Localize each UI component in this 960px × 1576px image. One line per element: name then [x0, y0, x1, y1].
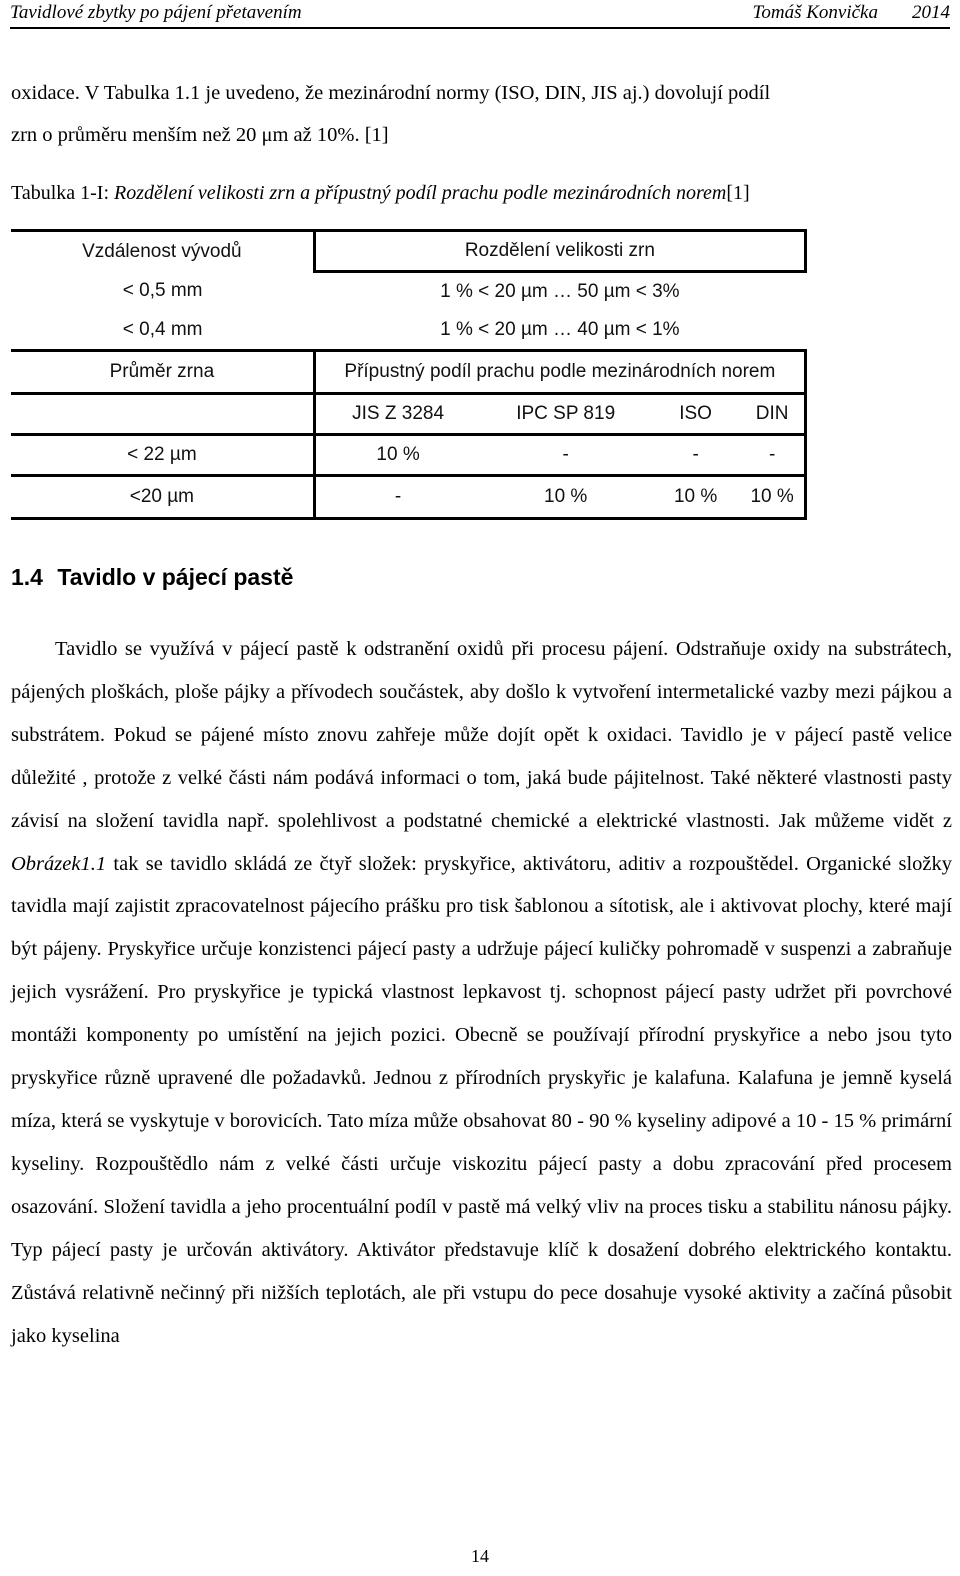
table-cell: < 0,5 mm: [122, 280, 203, 302]
body-text-part: tak se tavidlo skládá ze čtyř složek: pryskyřice, aktivátoru, aditiv a rozpouštědel. Organické složky tavidla mají zajistit zpracovatelnost pájecího prášku pro tisk šablonou a sítotisk, ale i aktivovat plochy, které mají být pájeny. Pryskyřice určuje konzistenci pájecí pasty a udržuje pájecí kuličky pohromadě v suspenzi a zabraňuje jejich vysrážení. Pro pryskyřice je typická vlastnost lepkavost tj. schopnost pájecí pasty udržet při povrchové montáži komponenty po umístění na jejich pozici. Obecně se používají přírodní pryskyřice a nebo jsou tyto pryskyřice různě upravené dle požadavků. Jednou z přírodních pryskyřic je kalafuna. Kalafuna je jemně kyselá míza, která se vyskytuje v borovicích. Tato míza může obsahovat 80 - 90 % kyseliny adipové a 10 - 15 % primární kyseliny. Rozpouštědlo nám z velké části určuje viskozitu pájecí pasty a dobu zpracování před procesem osazování. Složení tavidla a jeho procentuální podíl v pastě má velký vliv na proces tisku a stabilitu nánosu pájky. Typ pájecí pasty je určován aktivátory. Aktivátor představuje klíč k dosažení dobrého elektrického kontaktu. Zůstává relativně nečinný při nižších teplotách, ale při vstupu do pece dosahuje vysoké aktivity a začíná působit jako kyselina: [11, 852, 952, 1347]
body-paragraph: [11, 628, 952, 1357]
table-header-cell: Průměr zrna: [109, 361, 215, 382]
table-cell: -: [740, 435, 805, 476]
standard-header-cell: DIN: [740, 394, 805, 435]
standard-header-cell: ISO: [651, 394, 740, 435]
section-number: 1.4: [11, 564, 43, 590]
table-row: [11, 231, 806, 272]
year: 2014: [912, 2, 950, 23]
caption-label: Tabulka 1-I:: [11, 182, 115, 204]
standard-header-cell: IPC SP 819: [480, 394, 651, 435]
intro-paragraph: [11, 72, 952, 156]
table-cell: 10 %: [314, 435, 480, 476]
table-row: [11, 311, 806, 351]
table-row: [11, 351, 806, 394]
section-heading: [11, 560, 293, 594]
table-cell: 10 %: [740, 476, 805, 519]
table-row: [11, 272, 806, 312]
caption-text: Rozdělení velikosti zrn a přípustný podíl prachu podle mezinárodních norem: [114, 182, 727, 204]
table-row: [11, 435, 806, 476]
table-caption: [11, 178, 952, 208]
table-cell: 10 %: [651, 476, 740, 519]
table-cell: <20 µm: [11, 476, 314, 519]
section-title: Tavidlo v pájecí pastě: [57, 564, 294, 590]
table-cell: 10 %: [480, 476, 651, 519]
table-cell: [11, 394, 314, 435]
figure-reference: Obrázek1.1: [11, 852, 107, 875]
standard-header-cell: JIS Z 3284: [314, 394, 480, 435]
caption-ref: [1]: [726, 182, 750, 204]
table-cell: < 22 µm: [11, 435, 314, 476]
intro-line: oxidace. V Tabulka 1.1 je uvedeno, že mezinárodní normy (ISO, DIN, JIS aj.) dovolují podíl: [11, 82, 771, 104]
document-title: Tavidlové zbytky po pájení přetavením: [10, 2, 302, 23]
table-header-cell: Přípustný podíl prachu podle mezinárodních norem: [314, 351, 805, 394]
table-cell: -: [314, 476, 480, 519]
table-header-cell: Rozdělení velikosti zrn: [314, 231, 805, 272]
table-cell: -: [480, 435, 651, 476]
author-name: Tomáš Konvička: [752, 2, 878, 23]
table-row: [11, 394, 806, 435]
table-cell: -: [651, 435, 740, 476]
table-row: [11, 476, 806, 519]
intro-line: zrn o průměru menším než 20 μm až 10%. [1]: [11, 124, 389, 146]
table-header-cell: Vzdálenost vývodů: [11, 231, 314, 272]
body-text-part: Tavidlo se využívá v pájecí pastě k odstranění oxidů při procesu pájení. Odstraňuje oxidy na substrátech, pájených ploškách, ploše pájky a přívodech součástek, aby došlo k vytvoření intermetalické vazby mezi pájkou a substrátem. Pokud se pájené místo znovu zahřeje může dojít opět k oxidaci. Tavidlo je v pájecí pastě velice důležité , protože z velké části nám podává informaci o tom, jaká bude pájitelnost. Také některé vlastnosti pasty závisí na složení tavidla např. spolehlivost a podstatné chemické a elektrické vlastnosti. Jak můžeme vidět z: [11, 638, 952, 832]
page-number: 14: [471, 1546, 489, 1566]
running-header: [10, 0, 950, 29]
table-cell: < 0,4 mm: [11, 311, 314, 351]
grain-size-table: [11, 229, 807, 520]
table-cell: 1 % < 20 µm … 50 µm < 3%: [440, 281, 680, 302]
table-cell: 1 % < 20 µm … 40 µm < 1%: [314, 311, 805, 351]
